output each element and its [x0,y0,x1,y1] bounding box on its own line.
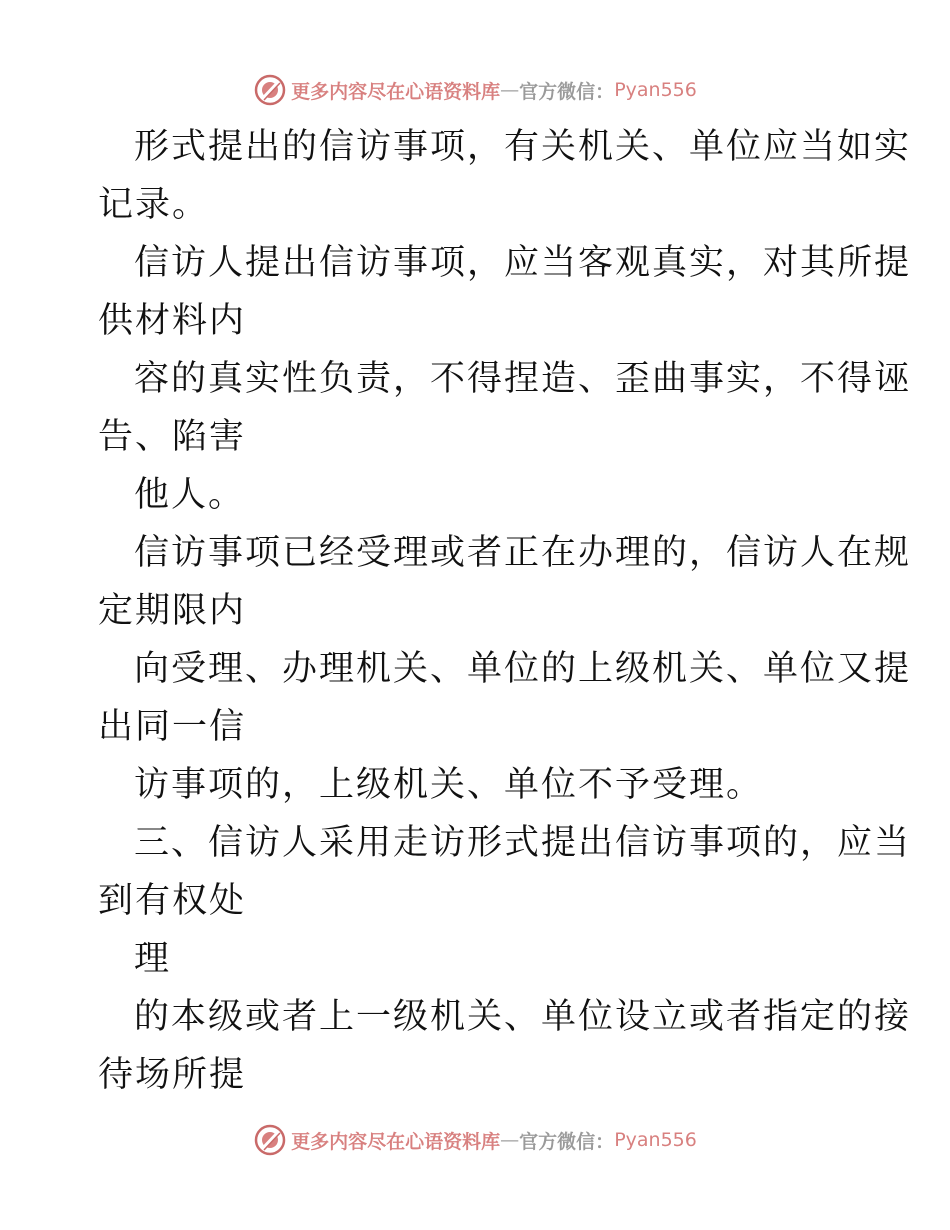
body-line: 告、陷害 [98,417,247,457]
body-line: 定期限内 [98,591,247,631]
body-line: 他人。 [134,475,246,515]
body-line: 理 [134,939,172,979]
body-line: 信访事项已经受理或者正在办理的，信访人在规 [134,533,912,573]
footer-dash: — [500,1129,520,1151]
document-body [98,118,912,1104]
body-line: 向受理、办理机关、单位的上级机关、单位又提 [134,649,912,689]
body-line: 供材料内 [98,301,247,341]
body-line: 三、信访人采用走访形式提出信访事项的，应当 [134,823,912,863]
seal-logo-icon [253,1123,287,1157]
body-line: 到有权处 [98,881,247,921]
body-line: 待场所提 [98,1055,247,1095]
footer-brand-text: 更多内容尽在心语资料库 [291,1130,501,1153]
header-wechat-label: 官方微信： [519,80,615,103]
header-brand-text: 更多内容尽在心语资料库 [291,80,501,103]
header-banner [0,70,950,110]
footer-wechat-id: Pyan556 [614,1129,697,1151]
body-line: 记录。 [98,185,210,225]
footer-wechat-label: 官方微信： [519,1130,615,1153]
body-line: 信访人提出信访事项，应当客观真实，对其所提 [134,243,912,283]
body-line: 形式提出的信访事项，有关机关、单位应当如实 [134,127,912,167]
header-dash: — [500,79,520,101]
footer-banner [0,1120,950,1160]
body-line: 出同一信 [98,707,247,747]
body-line: 的本级或者上一级机关、单位设立或者指定的接 [134,997,912,1037]
body-line: 容的真实性负责，不得捏造、歪曲事实，不得诬 [134,359,912,399]
header-wechat-id: Pyan556 [614,79,697,101]
seal-logo-icon [253,73,287,107]
body-line: 访事项的，上级机关、单位不予受理。 [134,765,764,805]
